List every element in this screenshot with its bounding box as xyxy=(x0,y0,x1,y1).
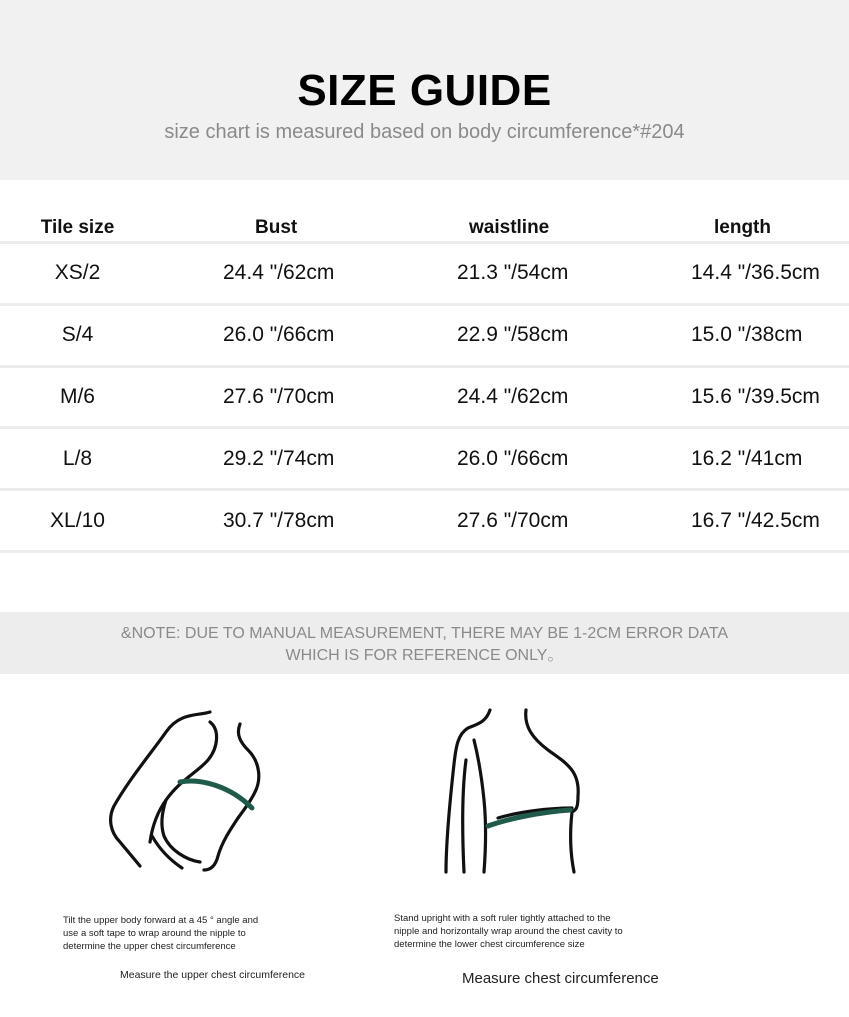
bust-cell: 27.6 "/70cm xyxy=(223,384,335,408)
table-row xyxy=(0,429,849,491)
chest-outline xyxy=(526,710,579,812)
table-row xyxy=(0,491,849,553)
length-cell: 14.4 "/36.5cm xyxy=(691,261,820,285)
bust-cell: 29.2 "/74cm xyxy=(223,446,335,470)
bust-cell: 24.4 "/62cm xyxy=(223,261,335,285)
waistline-cell: 27.6 "/70cm xyxy=(457,508,569,532)
size-cell: L/8 xyxy=(62,446,93,470)
length-cell: 16.2 "/41cm xyxy=(691,446,803,470)
column-header-bust: Bust xyxy=(255,217,298,238)
size-cell: XL/10 xyxy=(50,508,105,532)
length-cell: 16.7 "/42.5cm xyxy=(691,508,820,532)
description-line: Tilt the upper body forward at a 45 ° angle and xyxy=(63,915,259,926)
page-subtitle: size chart is measured based on body circumference*#204 xyxy=(164,121,685,143)
column-header-waistline: waistline xyxy=(469,217,550,238)
chest-description xyxy=(394,913,694,951)
note-line-1: &NOTE: DUE TO MANUAL MEASUREMENT, THERE MAY BE 1-2CM ERROR DATA xyxy=(120,625,729,642)
upper-chest-caption: Measure the upper chest circumference xyxy=(120,969,306,981)
table-row xyxy=(0,306,849,368)
header-banner xyxy=(0,0,849,180)
chest-illustration xyxy=(438,700,598,880)
description-line: nipple and horizontally wrap around the chest cavity to xyxy=(394,925,623,937)
size-cell: S/4 xyxy=(61,323,94,347)
column-header-length: length xyxy=(714,217,771,238)
bust-cell: 30.7 "/78cm xyxy=(223,508,335,532)
page-title: SIZE GUIDE xyxy=(297,66,552,115)
description-line: use a soft tape to wrap around the nipple to xyxy=(63,927,246,939)
bust-cell: 26.0 "/66cm xyxy=(223,323,335,347)
chest-caption: Measure chest circumference xyxy=(462,970,659,987)
description-line: Stand upright with a soft ruler tightly attached to the xyxy=(394,913,611,924)
waistline-cell: 26.0 "/66cm xyxy=(457,446,569,470)
arm-inner-outline xyxy=(162,800,200,862)
upper-chest-description xyxy=(63,915,323,953)
column-header-size: Tile size xyxy=(40,217,115,238)
measuring-tape xyxy=(180,781,252,808)
measurement-note xyxy=(0,612,849,674)
size-table xyxy=(0,200,849,553)
description-line: determine the lower chest circumference size xyxy=(394,938,585,950)
note-line-2: WHICH IS FOR REFERENCE ONLY。 xyxy=(285,647,564,664)
arm-outline xyxy=(474,740,486,872)
back-outline xyxy=(111,712,210,866)
size-cell: M/6 xyxy=(59,384,95,408)
torso-front-outline xyxy=(204,818,238,870)
waistline-cell: 24.4 "/62cm xyxy=(457,384,569,408)
waistline-cell: 21.3 "/54cm xyxy=(457,261,569,285)
length-cell: 15.0 "/38cm xyxy=(691,323,803,347)
description-line: determine the upper chest circumference xyxy=(63,940,236,952)
upper-chest-illustration xyxy=(100,700,300,880)
table-header-row xyxy=(0,200,849,244)
table-row xyxy=(0,244,849,306)
waistline-cell: 22.9 "/58cm xyxy=(457,323,569,347)
table-row xyxy=(0,368,849,430)
torso-front-outline xyxy=(571,812,574,872)
size-cell: XS/2 xyxy=(54,261,101,285)
arm-back-outline xyxy=(463,760,466,872)
length-cell: 15.6 "/39.5cm xyxy=(691,384,820,408)
